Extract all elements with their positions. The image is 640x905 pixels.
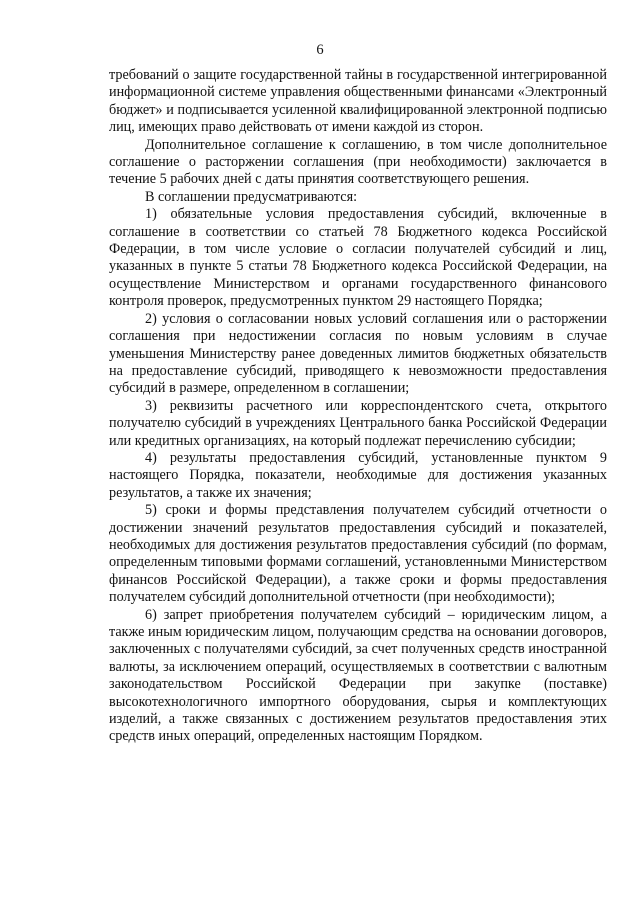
document-body (109, 67, 607, 746)
page-number: 6 (316, 42, 324, 58)
paragraph-additional-agreement: Дополнительное соглашение к соглашению, в том числе дополнительное соглашение о расторжении соглашения (при необходимости) заключается в течение 5 рабочих дней с даты принятия соответствующего решения. (109, 136, 607, 188)
list-item-3-bank-details: 3) реквизиты расчетного или корреспондентского счета, открытого получателю субсидий в учреждениях Центрального банка Российской Федерации или кредитных организациях, на который подлежат перечислению субсидии; (109, 397, 607, 449)
list-item-2-new-conditions: 2) условия о согласовании новых условий соглашения или о расторжении соглашения при недостижении согласия по новым условиям в случае уменьшения Министерству ранее доведенных лимитов бюджетных обязательств на предоставление субсидий, приводящего к невозможности предоставления субсидий в размере, определенном в соглашении; (109, 310, 607, 397)
list-item-4-results: 4) результаты предоставления субсидий, установленные пунктом 9 настоящего Порядка, показатели, необходимые для достижения указанных результатов, а также их значения; (109, 449, 607, 501)
list-item-6-currency-prohibition: 6) запрет приобретения получателем субсидий – юридическим лицом, а также иным юридическим лицом, получающим средства на основании договоров, заключенных с получателями субсидий, за счет полученных средств иностранной валюты, за исключением операций, осуществляемых в соответствии с валютным законодательством Российской Федерации при закупке (поставке) высокотехнологичного импортного оборудования, сырья и комплектующих изделий, а также связанных с достижением результатов предоставления этих средств иных операций, определенных настоящим Порядком. (109, 606, 607, 745)
paragraph-signature-requirements: требований о защите государственной тайны в государственной интегрированной информационной системе управления общественными финансами «Электронный бюджет» и подписывается усиленной квалифицированной электронной подписью лиц, имеющих право действовать от имени каждой из сторон. (109, 67, 607, 136)
list-item-1-mandatory-conditions: 1) обязательные условия предоставления субсидий, включенные в соглашение в соответствии со статьей 78 Бюджетного кодекса Российской Федерации, в том числе условие о согласии получателей субсидий и лиц, указанных в пункте 5 статьи 78 Бюджетного кодекса Российской Федерации, на осуществление Министерством и органами государственного финансового контроля проверок, предусмотренных пунктом 29 настоящего Порядка; (109, 206, 607, 310)
list-item-5-reporting: 5) сроки и формы представления получателем субсидий отчетности о достижении значений результатов предоставления субсидий и показателей, необходимых для достижения результатов предоставления субсидий (по формам, определенным типовыми формами соглашений, установленными Министерством финансов Российской Федерации), а также сроки и формы предоставления получателем субсидий дополнительной отчетности (при необходимости); (109, 502, 607, 606)
paragraph-agreement-provisions-intro: В соглашении предусматриваются: (145, 188, 358, 205)
